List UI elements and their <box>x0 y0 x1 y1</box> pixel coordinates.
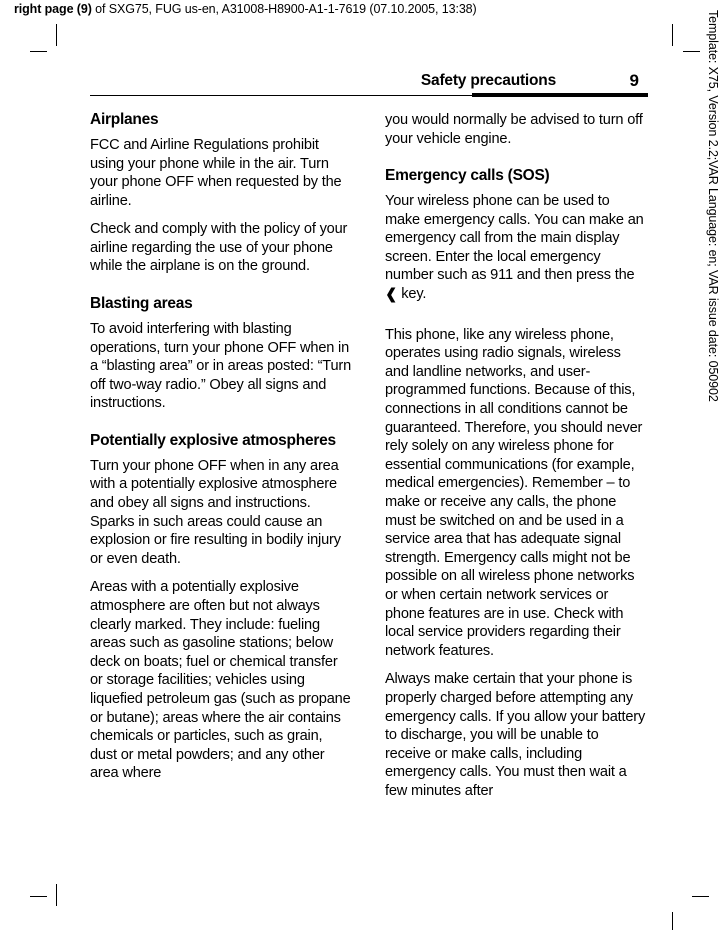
heading-emergency-calls: Emergency calls (SOS) <box>385 167 550 185</box>
proof-header-details: of SXG75, FUG us-en, A31008-H8900-A1-1-7619 (07.10.2005, 13:38) <box>91 2 477 16</box>
paragraph-continuation: you would normally be advised to turn off your vehicle engine. <box>385 112 643 147</box>
paragraph-emergency-1 <box>385 192 647 304</box>
column-right <box>385 111 647 801</box>
page-number: 9 <box>629 71 639 90</box>
heading-potentially-explosive-atmospheres: Potentially explosive atmospheres <box>90 431 336 449</box>
page-content <box>90 66 648 801</box>
crop-mark-bottom-right-horizontal <box>692 896 709 897</box>
proof-header-page-label: right page (9) <box>14 2 92 16</box>
paragraph-emergency-1-part-a: Your wireless phone can be used to make emergency calls. You can make an emergency call from the main display screen. Enter the local emergency number such as 911 and then press the <box>385 193 644 284</box>
margin-note-right: Template: X75, Version 2.2;VAR Language: en; VAR issue date: 050902 <box>706 10 720 402</box>
paragraph-explosive-2: Areas with a potentially explosive atmosphere are often but not always clearly marked. They include: fueling areas such as gasoline stations; below deck on boats; fuel or chemical transfer or storage facilities; vehicles using liquefied petroleum gas (such as propane or butane); areas where the air contains chemicals or particles, such as grain, dust or metal powders; and any other area where <box>90 579 351 782</box>
paragraph-emergency-1-part-b: key. <box>397 286 427 303</box>
running-head <box>90 66 648 96</box>
two-column-body <box>90 111 648 801</box>
crop-mark-bottom-left-horizontal <box>30 896 47 897</box>
margin-note-right-wrap <box>706 10 722 610</box>
heading-blasting-areas: Blasting areas <box>90 295 193 313</box>
paragraph-airplanes-2: Check and comply with the policy of your airline regarding the use of your phone while the airplane is on the ground. <box>90 221 348 275</box>
crop-mark-bottom-right-vertical <box>672 912 673 930</box>
crop-mark-top-right-horizontal <box>683 51 700 52</box>
crop-mark-top-right-vertical <box>672 24 673 46</box>
paragraph-blasting-1: To avoid interfering with blasting operations, turn your phone OFF when in a “blasting area” or in areas posted: “Turn off two-way radio.” Obey all signs and instructions. <box>90 320 352 412</box>
paragraph-emergency-3: Always make certain that your phone is properly charged before attempting any emergency calls. If you allow your battery to discharge, you will be unable to receive or make calls, including emergency calls. You must then wait a few minutes after <box>385 671 646 799</box>
paragraph-airplanes-1: FCC and Airline Regulations prohibit using your phone while in the air. Turn your phone OFF when requested by the airline. <box>90 136 342 209</box>
call-key-icon: ❰ <box>384 285 399 304</box>
running-head-rule-thick <box>472 93 648 97</box>
heading-airplanes: Airplanes <box>90 111 159 128</box>
crop-mark-top-left-horizontal <box>30 51 47 52</box>
proof-header <box>14 2 477 16</box>
crop-mark-bottom-left-vertical <box>56 884 57 906</box>
paragraph-emergency-2: This phone, like any wireless phone, operates using radio signals, wireless and landline networks, and user-programmed functions. Because of this, connections in all conditions cannot be guaranteed. Therefore, you should never rely solely on any wireless phone for essential communications (for example, medical emergencies). Remember – to make or receive any calls, the phone must be switched on and be used in a service area that has adequate signal strength. Emergency calls might not be possible on all wireless phone networks or when certain network services or phone features are in use. Check with local service providers regarding their network features. <box>385 326 643 659</box>
running-head-rule-thin <box>90 95 472 96</box>
column-left <box>90 111 352 801</box>
paragraph-explosive-1: Turn your phone OFF when in any area with a potentially explosive atmosphere and obey all signs and instructions. Sparks in such areas could cause an explosion or fire resulting in bodily injury or even death. <box>90 457 341 567</box>
page-title: Safety precautions <box>420 72 556 89</box>
crop-mark-top-left-vertical <box>56 24 57 46</box>
